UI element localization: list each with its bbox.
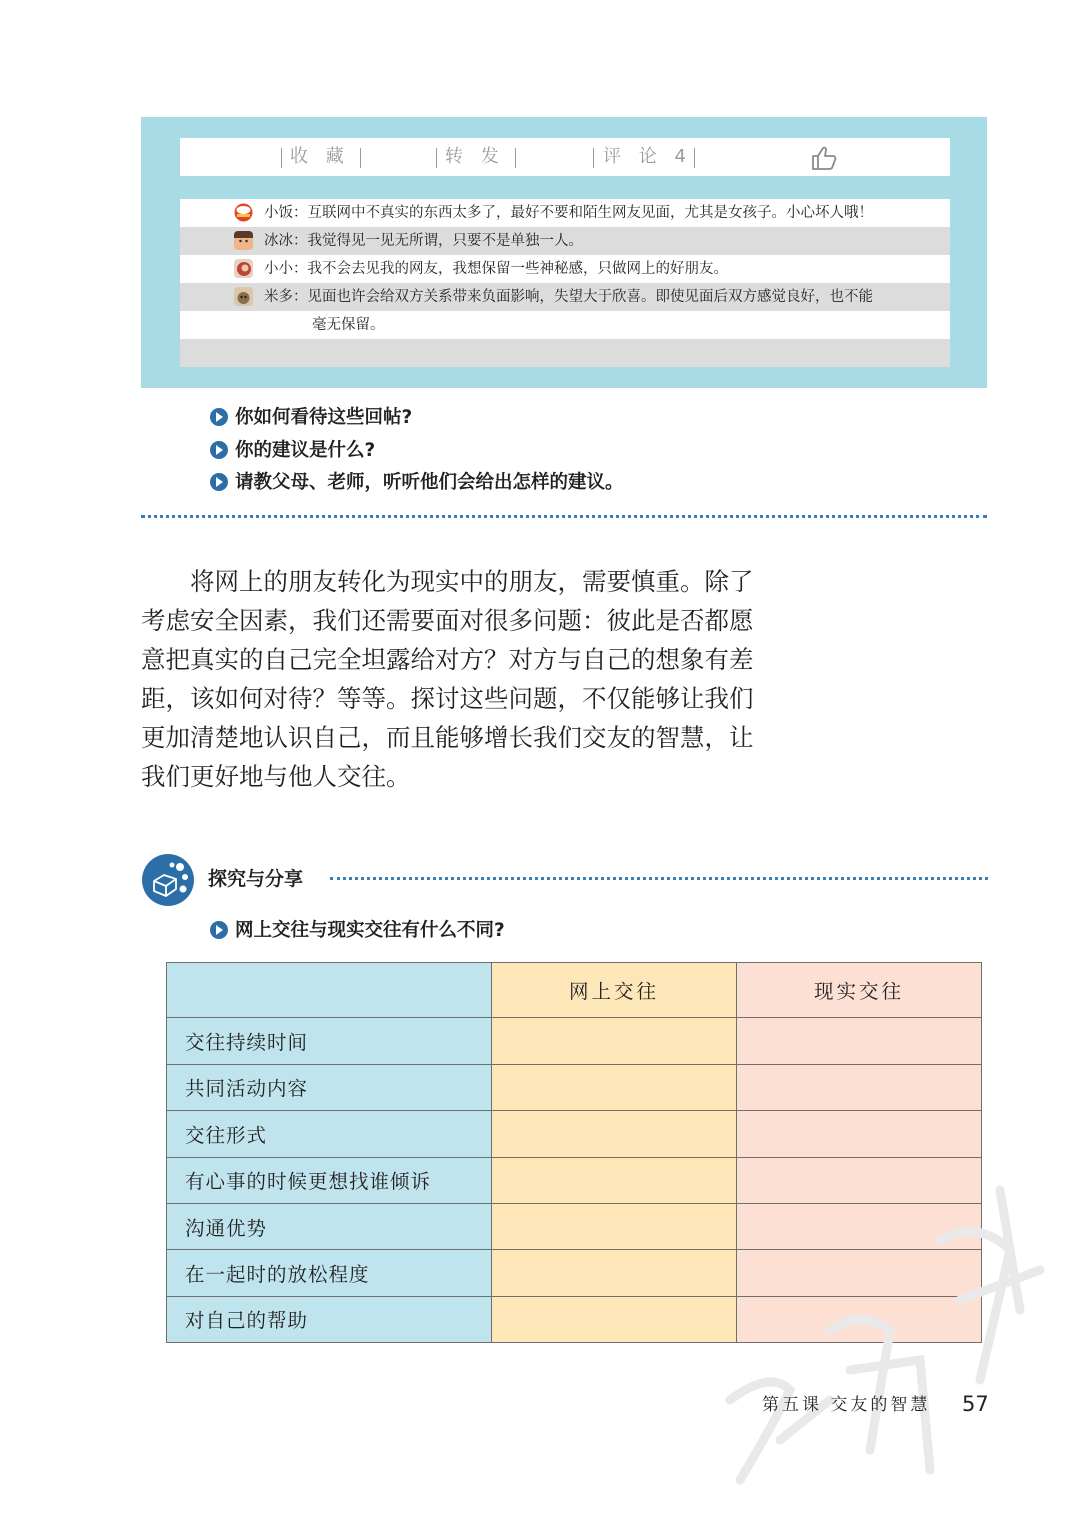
avatar-rice-bowl-icon <box>234 203 253 222</box>
separator <box>436 148 437 168</box>
avatar-dog-icon <box>234 287 253 306</box>
dotted-divider <box>141 515 987 518</box>
table-header-cell <box>167 963 492 1018</box>
table-row <box>167 1018 982 1064</box>
answer-cell-offline[interactable] <box>737 1018 982 1064</box>
favorite-action[interactable]: 收 藏 <box>290 146 350 167</box>
question-item: 你的建议是什么? <box>210 437 375 465</box>
table-header-offline: 现实交往 <box>737 963 982 1018</box>
question-item: 请教父母、老师，听听他们会给出怎样的建议。 <box>210 469 624 497</box>
arrow-bullet-icon <box>210 921 228 939</box>
question-item: 你如何看待这些回帖? <box>210 404 412 432</box>
row-label: 交往形式 <box>167 1111 492 1157</box>
row-label: 在一起时的放松程度 <box>167 1250 492 1296</box>
answer-cell-offline[interactable] <box>737 1064 982 1110</box>
answer-cell-online[interactable] <box>492 1018 737 1064</box>
comment-user: 小小 <box>264 261 293 277</box>
comment-row: 小小：我不会去见我的网友，我想保留一些神秘感，只做网上的好朋友。 <box>180 255 950 283</box>
arrow-bullet-icon <box>210 408 228 426</box>
row-label: 交往持续时间 <box>167 1018 492 1064</box>
comment-row: 米多：见面也许会给双方关系带来负面影响，失望大于欣喜。即使见面后双方感觉良好，也不能 <box>180 283 950 311</box>
separator <box>694 148 695 168</box>
separator <box>515 148 516 168</box>
forward-action[interactable]: 转 发 <box>445 146 505 167</box>
comment-row: 冰冰：我觉得见一见无所谓，只要不是单独一人。 <box>180 227 950 255</box>
row-label: 对自己的帮助 <box>167 1296 492 1342</box>
table-row <box>167 1064 982 1110</box>
avatar-girl-icon <box>234 231 253 250</box>
explore-share-icon <box>141 853 195 907</box>
comment-row: 小饭：互联网中不真实的东西太多了，最好不要和陌生网友见面，尤其是女孩子。小心坏人哦！ <box>180 199 950 227</box>
comment-user: 小饭 <box>264 205 293 221</box>
avatar-profile-icon <box>234 259 253 278</box>
comment-action[interactable]: 评 论 4 <box>603 146 692 167</box>
comment-user: 米多 <box>264 289 293 305</box>
table-header-online: 网上交往 <box>492 963 737 1018</box>
row-label: 共同活动内容 <box>167 1064 492 1110</box>
separator <box>593 148 594 168</box>
comment-text: 互联网中不真实的东西太多了，最好不要和陌生网友见面，尤其是女孩子。小心坏人哦！ <box>307 205 873 221</box>
page-number: 57 <box>962 1392 989 1416</box>
separator <box>360 148 361 168</box>
comment-text: 我不会去见我的网友，我想保留一些神秘感，只做网上的好朋友。 <box>307 261 728 277</box>
row-label: 有心事的时候更想找谁倾诉 <box>167 1157 492 1203</box>
comment-board <box>141 117 987 388</box>
separator <box>281 148 282 168</box>
comment-text: 我觉得见一见无所谓，只要不是单独一人。 <box>307 233 583 249</box>
comment-row-empty <box>180 339 950 367</box>
watermark-stamp <box>700 1150 1080 1527</box>
section-title: 探究与分享 <box>208 868 304 890</box>
arrow-bullet-icon <box>210 441 228 459</box>
comment-text: 毫无保留。 <box>312 317 385 333</box>
section-question: 网上交往与现实交往有什么不同? <box>210 917 505 945</box>
comment-row-continued <box>180 311 950 339</box>
comment-text: 见面也许会给双方关系带来负面影响，失望大于欣喜。即使见面后双方感觉良好，也不能 <box>307 289 873 305</box>
body-paragraph: 将网上的朋友转化为现实中的朋友，需要慎重。除了 考虑安全因素，我们还需要面对很多问题：彼此是否都愿 意把真实的自己完全坦露给对方？对方与自己的想象有差 距，该如何对待？等等。探讨这些问题，不仅能够让我们 更加清楚地认识自己，而且能够增长我们交友的智慧，让 我们更好地与他人交往。 <box>141 567 754 791</box>
dotted-divider <box>330 877 988 880</box>
table-header-row <box>167 963 982 1018</box>
comment-list <box>180 199 950 367</box>
thumbs-up-icon[interactable] <box>810 144 838 172</box>
row-label: 沟通优势 <box>167 1203 492 1249</box>
arrow-bullet-icon <box>210 473 228 491</box>
comment-user: 冰冰 <box>264 233 293 249</box>
answer-cell-online[interactable] <box>492 1064 737 1110</box>
action-bar <box>180 138 950 176</box>
lesson-footer: 第五课 交友的智慧 <box>762 1395 931 1415</box>
